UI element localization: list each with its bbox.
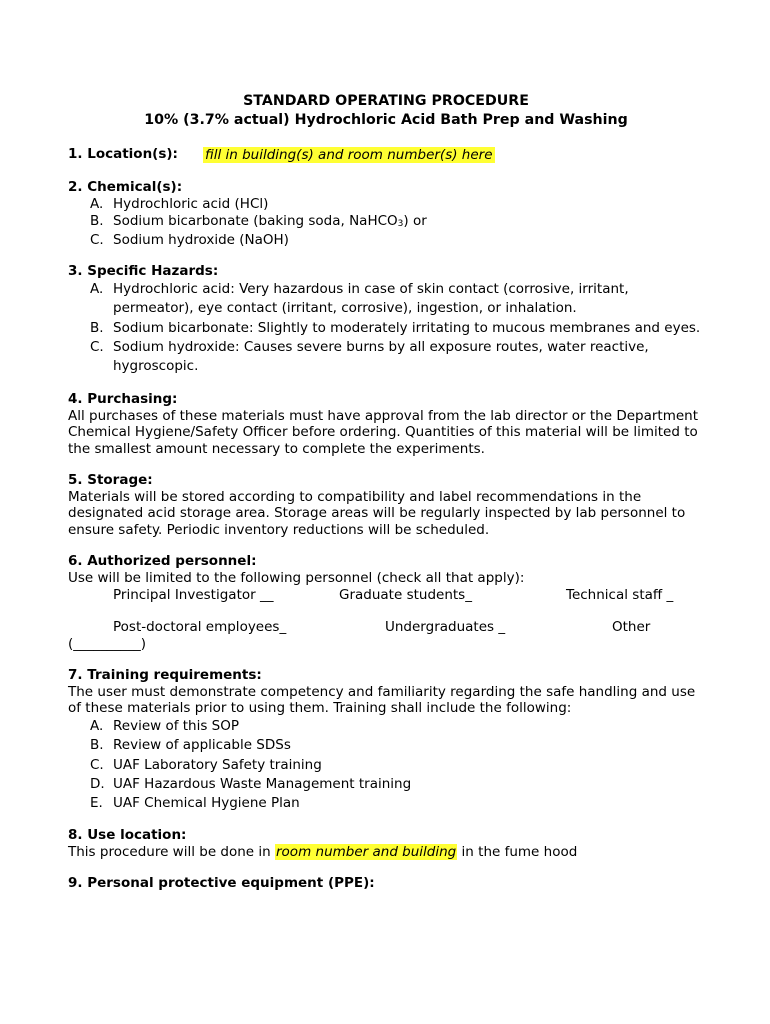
section-purchasing bbox=[68, 391, 704, 458]
use-location-placeholder[interactable]: room number and building bbox=[276, 844, 457, 861]
list-item: D. UAF Hazardous Waste Management training bbox=[90, 775, 412, 792]
purchasing-text: All purchases of these materials must have approval from the lab director or the Department Chemical Hygiene/Safety Officer before ordering. Quantities of this material will be limited to the smallest amount necessary to complete the experiments. bbox=[68, 407, 699, 457]
checkbox-graduate-students[interactable]: Graduate students_ bbox=[339, 586, 472, 603]
use-location-heading: 8. Use location: bbox=[68, 827, 187, 844]
personnel-intro: Use will be limited to the following personnel (check all that apply): bbox=[68, 569, 525, 586]
location-placeholder[interactable]: fill in building(s) and room number(s) here bbox=[205, 147, 493, 163]
document-title: STANDARD OPERATING PROCEDURE bbox=[243, 93, 529, 109]
personnel-row-1 bbox=[68, 587, 704, 604]
section-hazards bbox=[68, 263, 704, 376]
checkbox-principal-investigator[interactable]: Principal Investigator __ bbox=[113, 586, 274, 603]
list-item: C. UAF Laboratory Safety training bbox=[90, 756, 322, 773]
section-personnel bbox=[68, 553, 704, 653]
section-storage bbox=[68, 472, 704, 539]
list-item: A. Hydrochloric acid (HCl) bbox=[90, 196, 269, 212]
training-list bbox=[68, 717, 704, 813]
section-location bbox=[68, 146, 704, 165]
checkbox-undergraduates[interactable]: Undergraduates _ bbox=[385, 619, 506, 636]
ppe-heading: 9. Personal protective equipment (PPE): bbox=[68, 875, 375, 892]
personnel-heading: 6. Authorized personnel: bbox=[68, 552, 257, 569]
training-text: The user must demonstrate competency and familiarity regarding the safe handling and use of these materials prior to using them. Training shall include the following: bbox=[68, 683, 696, 717]
other-blank-field[interactable]: (__________) bbox=[68, 635, 147, 652]
document-page bbox=[68, 92, 704, 892]
section-ppe bbox=[68, 875, 704, 892]
list-item: B. Review of applicable SDSs bbox=[90, 737, 291, 754]
purchasing-heading: 4. Purchasing: bbox=[68, 390, 178, 407]
personnel-row-3 bbox=[68, 636, 704, 653]
checkbox-post-doctoral[interactable]: Post-doctoral employees_ bbox=[113, 619, 287, 636]
list-item: A. Review of this SOP bbox=[90, 717, 240, 734]
hazards-heading: 3. Specific Hazards: bbox=[68, 263, 219, 280]
section-training bbox=[68, 667, 704, 814]
storage-heading: 5. Storage: bbox=[68, 471, 153, 488]
document-subtitle: 10% (3.7% actual) Hydrochloric Acid Bath Prep and Washing bbox=[144, 112, 628, 128]
chemicals-list bbox=[68, 196, 704, 249]
training-heading: 7. Training requirements: bbox=[68, 666, 262, 683]
list-item: C. Sodium hydroxide (NaOH) bbox=[90, 232, 289, 249]
list-item: C. Sodium hydroxide: Causes severe burns by all exposure routes, water reactive, hygroscopic. bbox=[90, 339, 649, 375]
chemicals-heading: 2. Chemical(s): bbox=[68, 179, 183, 195]
checkbox-technical-staff[interactable]: Technical staff _ bbox=[566, 586, 674, 603]
location-heading: 1. Location(s): bbox=[68, 146, 178, 162]
list-item: E. UAF Chemical Hygiene Plan bbox=[90, 795, 300, 812]
storage-text: Materials will be stored according to compatibility and label recommendations in the designated acid storage area. Storage areas will be regularly inspected by lab personnel to ensure safety. Periodic inventory reductions will be scheduled. bbox=[68, 488, 686, 539]
list-item: A. Hydrochloric acid: Very hazardous in case of skin contact (corrosive, irritant, permeator), eye contact (irritant, corrosive), ingestion, or inhalation. bbox=[90, 281, 629, 317]
list-item: B. Sodium bicarbonate (baking soda, NaHCO$_3$) or bbox=[90, 212, 427, 229]
hazards-list bbox=[68, 280, 704, 376]
section-use-location bbox=[68, 827, 704, 861]
personnel-row-2 bbox=[68, 619, 704, 636]
use-location-text: This procedure will be done in room number and building in the fume hood bbox=[68, 844, 578, 861]
list-item: B. Sodium bicarbonate: Slightly to moderately irritating to mucous membranes and eyes. bbox=[90, 319, 701, 336]
section-chemicals bbox=[68, 179, 704, 249]
checkbox-other[interactable]: Other bbox=[612, 619, 651, 636]
